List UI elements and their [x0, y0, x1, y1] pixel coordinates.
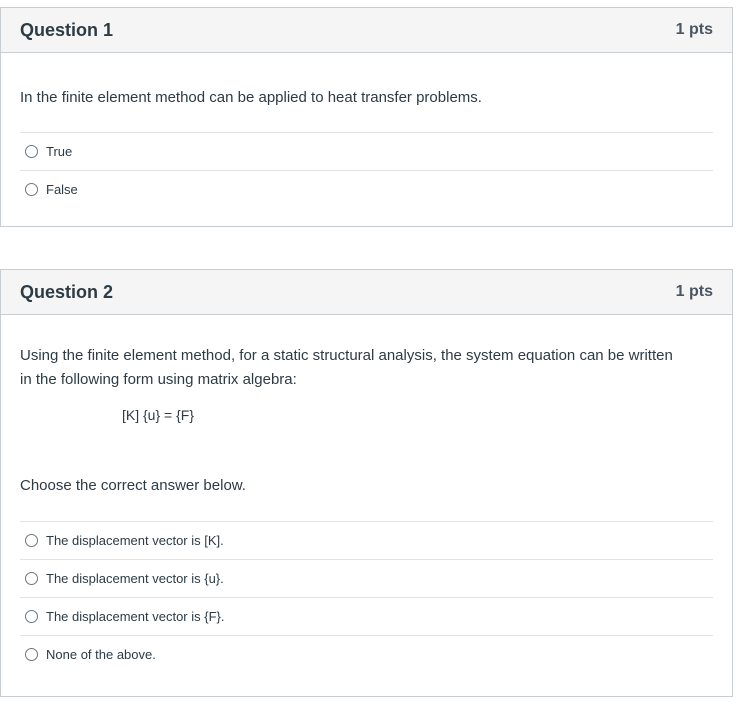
- answer-option-true[interactable]: [20, 132, 713, 170]
- question-header: [1, 270, 732, 315]
- radio-button[interactable]: [25, 534, 38, 547]
- question-1-card: [0, 7, 733, 227]
- answer-option-f[interactable]: [20, 597, 713, 635]
- question-text-line: in the following form using matrix algebra:: [20, 371, 297, 388]
- question-body: [1, 344, 732, 673]
- answer-option-k[interactable]: [20, 521, 713, 559]
- answer-list: [20, 521, 713, 673]
- answer-option-false[interactable]: [20, 170, 713, 208]
- answer-label: The displacement vector is [K].: [46, 533, 224, 548]
- answer-list: [20, 132, 713, 208]
- radio-button[interactable]: [25, 145, 38, 158]
- radio-button[interactable]: [25, 183, 38, 196]
- question-points: 1 pts: [675, 283, 713, 300]
- answer-option-u[interactable]: [20, 559, 713, 597]
- answer-label: None of the above.: [46, 647, 156, 662]
- question-points: 1 pts: [675, 21, 713, 38]
- answer-label: The displacement vector is {F}.: [46, 609, 225, 624]
- question-instruction: Choose the correct answer below.: [20, 477, 246, 494]
- answer-label: True: [46, 144, 73, 159]
- question-header: [1, 8, 732, 53]
- question-text-line: Using the finite element method, for a static structural analysis, the system equation can be written: [20, 347, 673, 364]
- question-text: [20, 344, 713, 392]
- question-title: Question 2: [20, 281, 114, 302]
- answer-label: The displacement vector is {u}.: [46, 571, 224, 586]
- question-2-card: [0, 269, 733, 697]
- radio-button[interactable]: [25, 572, 38, 585]
- radio-button[interactable]: [25, 648, 38, 661]
- answer-option-none[interactable]: [20, 635, 713, 673]
- question-body: [1, 86, 732, 208]
- question-text-line: In the finite element method can be applied to heat transfer problems.: [20, 89, 482, 106]
- radio-button[interactable]: [25, 610, 38, 623]
- question-title: Question 1: [20, 19, 114, 40]
- question-text: [20, 86, 713, 110]
- answer-label: False: [46, 182, 78, 197]
- system-equation: [K] {u} = {F}: [122, 407, 195, 423]
